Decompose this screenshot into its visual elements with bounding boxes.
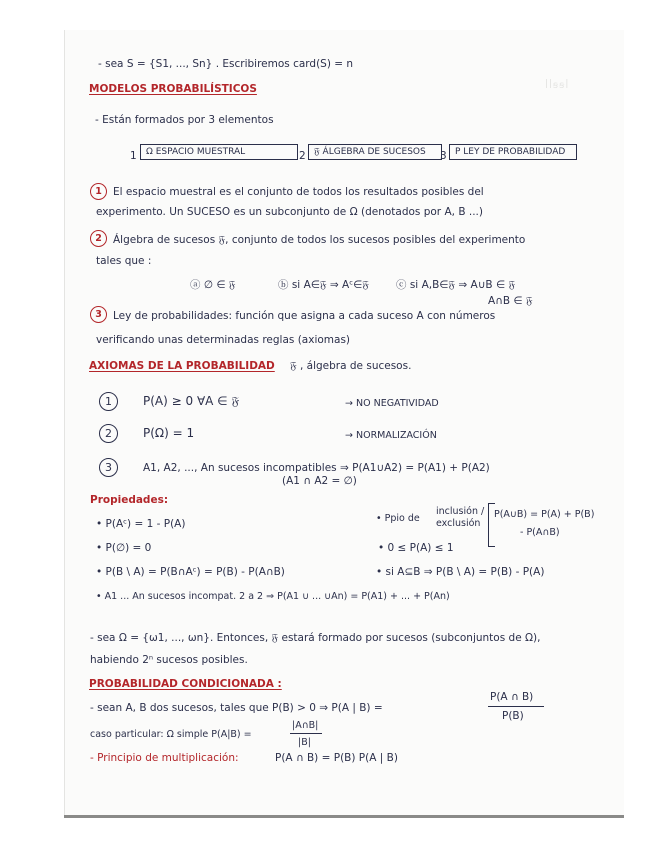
- inclusion-word: inclusión /: [436, 506, 485, 517]
- property-difference: • P(B \ A) = P(B∩Aᶜ) = P(B) - P(A∩B): [96, 566, 285, 578]
- axioms-algebra-note: 𝔉 , álgebra de sucesos.: [290, 360, 412, 372]
- item-1-circle: 1: [90, 183, 107, 200]
- particular-numerator: |A∩B|: [292, 720, 319, 731]
- probability-law-box: P LEY DE PROBABILIDAD: [449, 144, 577, 160]
- property-finite-additivity: • A1 ... An sucesos incompat. 2 a 2 ⇒ P(A1 ∪ ... ∪An) = P(A1) + ... + P(An): [96, 591, 450, 602]
- conditional-definition: - sean A, B dos sucesos, tales que P(B) > 0 ⇒ P(A | B) =: [90, 702, 383, 714]
- axiom-1-circle: 1: [99, 392, 118, 411]
- particular-case: caso particular: Ω simple P(A|B) =: [90, 729, 252, 740]
- item-3-circle: 3: [90, 306, 107, 323]
- axiom-3-circle: 3: [99, 458, 118, 477]
- algebra-condition-a: ⓐ ∅ ∈ 𝔉: [190, 279, 236, 291]
- elements-intro: - Están formados por 3 elementos: [95, 114, 274, 126]
- multiplication-principle-formula: P(A ∩ B) = P(B) P(A | B): [275, 752, 398, 764]
- event-definition: experimento. Un SUCESO es un subconjunto de Ω (denotados por A, B ...): [96, 206, 483, 218]
- conditional-denominator: P(B): [502, 710, 524, 722]
- bleed-through-marks: ꟾꟾꞩꞩꟾ: [545, 80, 570, 91]
- heading-axioms: AXIOMAS DE LA PROBABILIDAD: [89, 360, 275, 372]
- axiom-2-formula: P(Ω) = 1: [143, 426, 195, 440]
- such-that: tales que :: [96, 255, 152, 267]
- axiom-2-label: → NORMALIZACIÓN: [345, 430, 437, 441]
- item-2-circle: 2: [90, 230, 107, 247]
- box1-number: 1: [130, 150, 137, 162]
- event-algebra-definition: Álgebra de sucesos 𝔉, conjunto de todos los sucesos posibles del experimento: [113, 234, 526, 246]
- heading-conditional-probability: PROBABILIDAD CONDICIONADA :: [89, 678, 282, 690]
- inclusion-exclusion-label: • Ppio de: [376, 513, 420, 524]
- box2-number: 2: [299, 150, 306, 162]
- axiom-1-label: → NO NEGATIVIDAD: [345, 398, 439, 409]
- particular-denominator: |B|: [298, 737, 311, 748]
- inclusion-exclusion-formula: P(A∪B) = P(A) + P(B): [494, 509, 595, 520]
- axiom-1-formula: P(A) ≥ 0 ∀A ∈ 𝔉: [143, 394, 240, 408]
- heading-probabilistic-models: MODELOS PROBABILÍSTICOS: [89, 83, 257, 95]
- inclusion-exclusion-formula-2: - P(A∩B): [520, 527, 560, 538]
- event-algebra-box: 𝔉 ÁLGEBRA DE SUCESOS: [308, 144, 442, 160]
- exclusion-word: exclusión: [436, 518, 481, 529]
- sample-space-definition: El espacio muestral es el conjunto de todos los resultados posibles del: [113, 186, 484, 198]
- multiplication-principle-label: - Principio de multiplicación:: [90, 752, 239, 764]
- property-empty-set: • P(∅) = 0: [96, 542, 152, 554]
- sample-space-box: Ω ESPACIO MUESTRAL: [140, 144, 298, 160]
- probability-law-definition: Ley de probabilidades: función que asigna a cada suceso A con números: [113, 310, 496, 322]
- axiom-3-condition: (A1 ∩ A2 = ∅): [282, 475, 357, 487]
- property-bounds: • 0 ≤ P(A) ≤ 1: [378, 542, 454, 554]
- algebra-condition-c: ⓒ si A,B∈𝔉 ⇒ A∪B ∈ 𝔉: [396, 279, 516, 291]
- power-set-line: habiendo 2ⁿ sucesos posibles.: [90, 654, 248, 666]
- axiom-3-formula: A1, A2, ..., An sucesos incompatibles ⇒ P(A1∪A2) = P(A1) + P(A2): [143, 462, 490, 474]
- finite-sample-space-line: - sea Ω = {ω1, ..., ωn}. Entonces, 𝔉 estará formado por sucesos (subconjuntos de Ω),: [90, 632, 541, 644]
- algebra-condition-c2: A∩B ∈ 𝔉: [488, 295, 533, 307]
- particular-fraction-bar: [290, 733, 322, 734]
- page-bottom-edge: [64, 815, 624, 818]
- property-monotonic: • si A⊆B ⇒ P(B \ A) = P(B) - P(A): [376, 566, 545, 578]
- property-complement: • P(Aᶜ) = 1 - P(A): [96, 518, 186, 530]
- sample-space-line: - sea S = {S1, ..., Sn} . Escribiremos card(S) = n: [98, 58, 354, 70]
- page-left-edge: [64, 30, 65, 818]
- conditional-fraction-bar: [488, 706, 544, 707]
- algebra-condition-b: ⓑ si A∈𝔉 ⇒ Aᶜ∈𝔉: [278, 279, 369, 291]
- conditional-numerator: P(A ∩ B): [490, 691, 534, 703]
- probability-law-axioms: verificando unas determinadas reglas (axiomas): [96, 334, 351, 346]
- axiom-2-circle: 2: [99, 424, 118, 443]
- heading-properties: Propiedades:: [90, 494, 169, 506]
- box3-number: 3: [440, 150, 447, 162]
